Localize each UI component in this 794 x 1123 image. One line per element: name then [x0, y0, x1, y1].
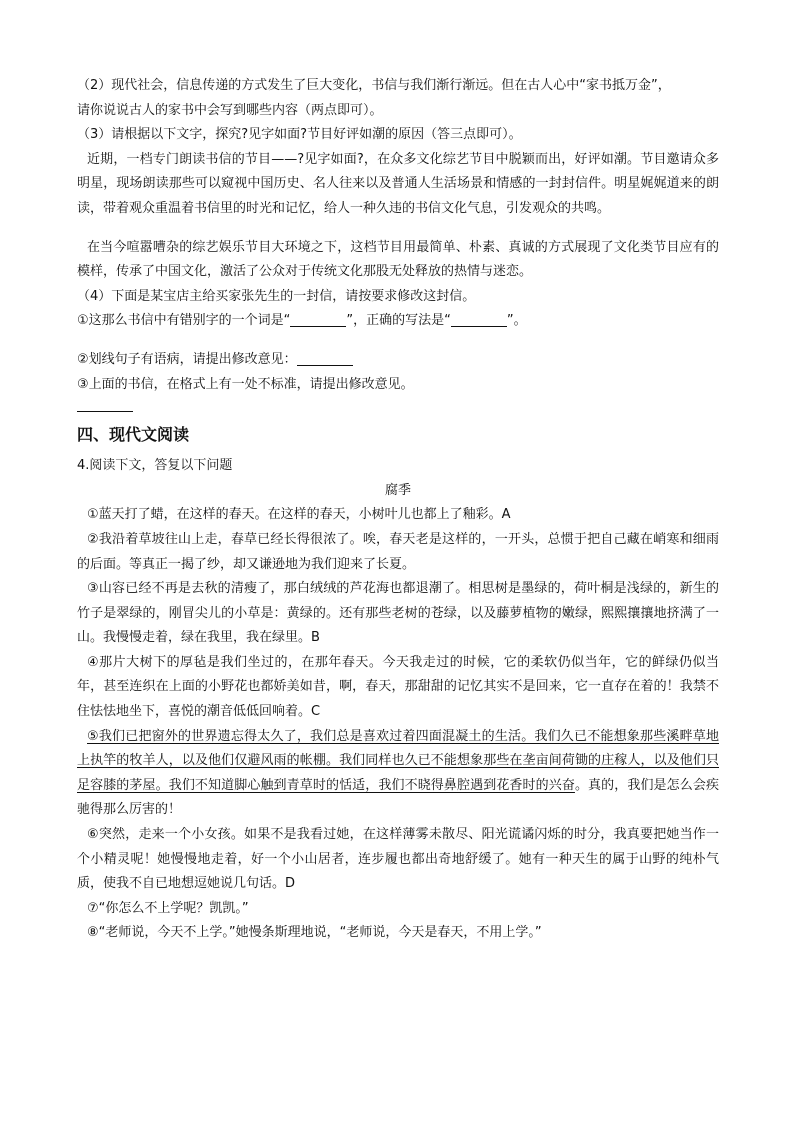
- material-paragraph-1: 近期，一档专门朗读书信的节目——?见字如面?，在众多文化综艺节目中脱颖而出，好评如潮。节目邀请众多明星，现场朗读那些可以窥视中国历史、名人往来以及普通人生活场景和情感的一封封信件。明星娓娓道来的朗读，带着观众重温着书信里的时光和记忆，给人一种久违的书信文化气息，引发观众的共鸣。: [77, 151, 719, 216]
- material-paragraph-2: 在当今喧嚣嘈杂的综艺娱乐节目大环境之下，这档节目用最简单、朴素、真诚的方式展现了文化类节目应有的模样，传承了中国文化，激活了公众对于传统文化那股无处释放的热情与迷恋。: [77, 239, 719, 280]
- question-4-item-1-text-c: ”。: [506, 313, 527, 329]
- question-4-item-1-text-b: ”，正确的写法是“: [346, 313, 451, 329]
- underlined-sentence: ⑤我们已把窗外的世界遗忘得太久了，我们总是喜欢过着四面混凝土的生活。我们久已不能想象那些溪畔草地上执竿的牧羊人，以及他们仅避风雨的帐棚。我们同样也久已不能想象那些在垄亩间荷锄的庄稼人，以及他们只足容膝的茅屋。我们不知道脚心触到青草时的恬适，我们不晓得鼻腔遇到花香时的兴奋: [77, 728, 719, 793]
- passage-paragraph-7: ⑦“你怎么不上学呢？凯凯。”: [87, 900, 249, 916]
- answer-blank-wrong-word[interactable]: [290, 312, 346, 327]
- passage-title: 腐季: [384, 482, 411, 498]
- passage-paragraph-5-rest: 。真的，我们是怎么会疾驰得那么厉害的！: [77, 777, 719, 818]
- question-4-item-1-text-a: ①这那么书信中有错别字的一个词是“: [77, 313, 291, 329]
- question-2-line-1: （2）现代社会，信息传递的方式发生了巨大变化，书信与我们渐行渐远。但在古人心中“家书抵万金”，: [77, 78, 671, 93]
- passage-paragraph-8: ⑧“老师说，今天不上学。”她慢条斯理地说，“老师说，今天是春天，不用上学。”: [87, 925, 542, 941]
- passage-paragraph-3: ③山容已经不再是去秋的清瘦了，那白绒绒的芦花海也都退潮了。相思树是墨绿的，荷叶桐是浅绿的，新生的竹子是翠绿的，刚冒尖儿的小草是：黄绿的。还有那些老树的苍绿，以及藤萝植物的嫩绿，熙熙攘攘地挤满了一山。我慢慢走着，绿在我里，我在绿里。B: [77, 581, 719, 646]
- passage-paragraph-4: ④那片大树下的厚毡是我们坐过的，在那年春天。今天我走过的时候，它的柔软仍似当年，它的鲜绿仍似当年，甚至连织在上面的小野花也都娇美如昔，啊，春天，那甜甜的记忆其实不是回来，它一直存在着的！我禁不住怯怯地坐下，喜悦的潮音低低回响着。C: [77, 654, 719, 720]
- question-4-item-2-text: ②划线句子有语病，请提出修改意见：: [77, 351, 297, 367]
- passage-paragraph-6: ⑥突然，走来一个小女孩。如果不是我看过她，在这样薄雾未散尽、阳光谎谲闪烁的时分，我真要把她当作一个小精灵呢！她慢慢地走着，好一个小山居者，连步履也都出奇地舒缓了。她有一种天生的属于山野的纯朴气质，使我不自已地想逗她说几句话。D: [77, 827, 719, 892]
- answer-blank-correct-word[interactable]: [451, 312, 507, 327]
- passage-paragraph-1: ①蓝天打了蜡，在这样的春天。在这样的春天，小树叶儿也都上了釉彩。A: [87, 507, 511, 523]
- section-instruction: 4.阅读下文，答复以下问题: [77, 458, 233, 474]
- passage-paragraph-2: ②我沿着草坡往山上走，春草已经长得很浓了。唉，春天老是这样的，一开头，总惯于把自己藏在峭寒和细雨的后面。等真正一揭了纱，却又谦逊地为我们迎来了长夏。: [77, 531, 719, 572]
- question-4-item-3: ③上面的书信，在格式上有一处不标准，请提出修改意见。: [77, 376, 414, 392]
- answer-rule: [77, 411, 133, 412]
- question-4-item-2: [77, 348, 719, 373]
- question-4-item-1: [77, 309, 719, 334]
- section-heading: 四、现代文阅读: [77, 425, 190, 445]
- question-2-line-2: 请你说说古人的家书中会写到哪些内容（两点即可）。: [77, 102, 383, 118]
- question-3: （3）请根据以下文字，探究?见字如面?节目好评如潮的原因（答三点即可）。: [77, 127, 522, 143]
- question-4: （4）下面是某宝店主给买家张先生的一封信，请按要求修改这封信。: [77, 288, 476, 304]
- document-content: [77, 74, 719, 946]
- passage-paragraph-5: [77, 725, 719, 823]
- answer-blank-revision[interactable]: [297, 351, 353, 366]
